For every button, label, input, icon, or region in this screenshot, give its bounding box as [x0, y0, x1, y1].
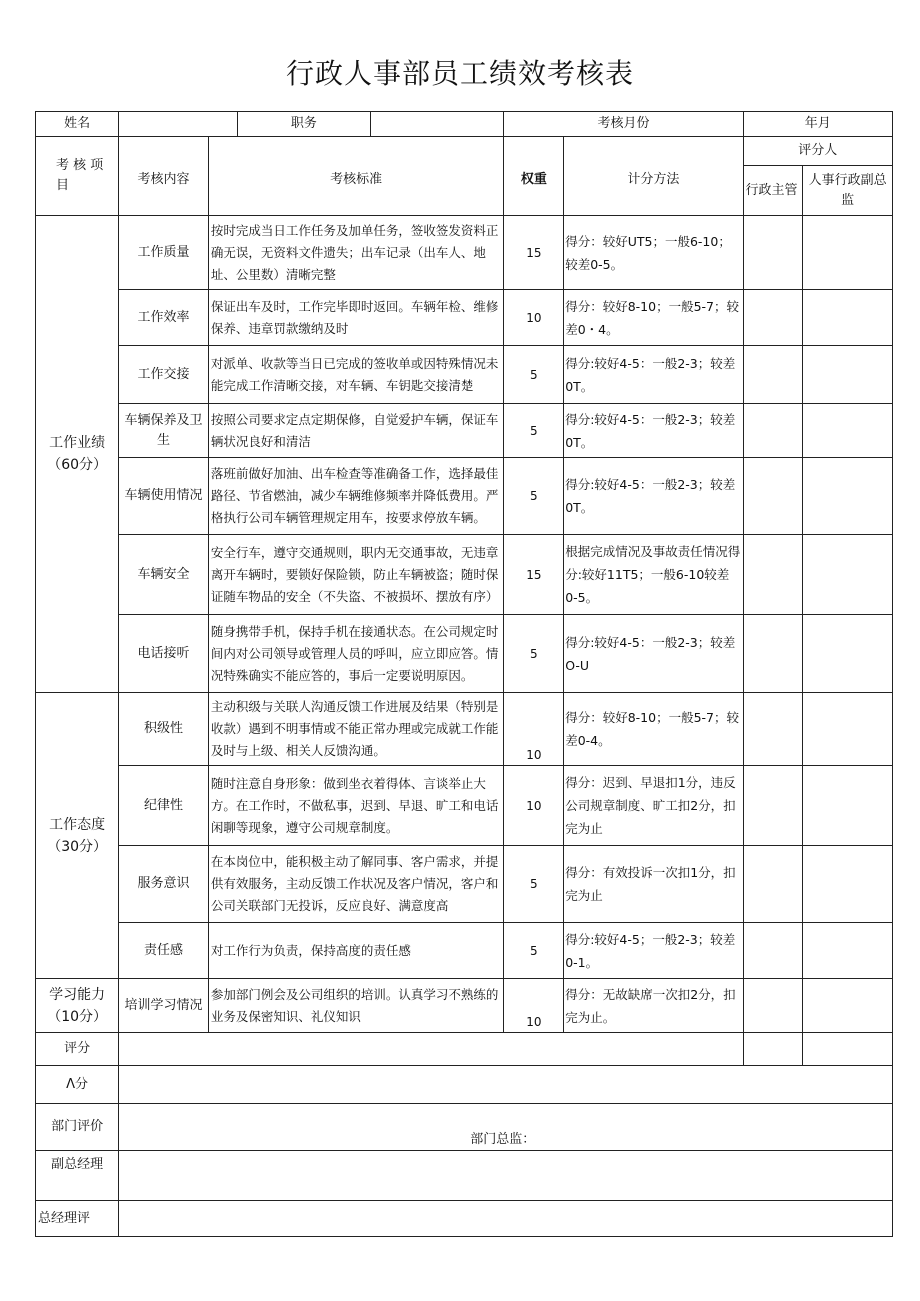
row-method: 根据完成情况及事故责任情况得分:较好11T5；一般6-10较差0-5。: [564, 535, 743, 615]
row-content: 工作交接: [119, 346, 209, 404]
row-standard: 随时注意自身形象：做到坐衣着得体、言谈举止大方。在工作时，不做私事，迟到、早退、旷工和电话闲聊等现象，遵守公司规章制度。: [208, 766, 504, 846]
row-method: 得分:较好4-5：一般2-3；较差O-U: [564, 615, 743, 693]
row-method: 得分：较好UT5；一般6-10；较差0-5。: [564, 216, 743, 290]
name-field[interactable]: [119, 112, 237, 137]
row-standard: 落班前做好加油、出车检查等准确备工作，选择最佳路径、节省燃油，减少车辆维修频率并降低费用。严格执行公司车辆管理规定用车，按要求停放车辆。: [208, 458, 504, 535]
score-vp-cell[interactable]: [803, 615, 893, 693]
row-weight: 5: [504, 615, 564, 693]
row-method: 得分：较好8-10；一般5-7；较差0・4。: [564, 290, 743, 346]
row-content: 责任感: [119, 923, 209, 979]
score-vp-total[interactable]: [803, 1033, 893, 1066]
deputy-gm-field[interactable]: [119, 1151, 893, 1201]
row-content: 纪律性: [119, 766, 209, 846]
month-label: 考核月份: [504, 112, 743, 137]
position-label: 职务: [237, 112, 370, 137]
score-admin-total[interactable]: [743, 1033, 803, 1066]
row-standard: 主动积级与关联人沟通反馈工作进展及结果（特别是收款）遇到不明事情或不能正常办理或完成就工作能及时与上级、相关人反馈沟通。: [208, 693, 504, 766]
row-method: 得分：有效投诉一次扣1分，扣完为止: [564, 846, 743, 923]
row-method: 得分:较好4-5：一般2-3；较差0T。: [564, 458, 743, 535]
score-vp-cell[interactable]: [803, 846, 893, 923]
month-field[interactable]: 年月: [743, 112, 892, 137]
position-field[interactable]: [371, 112, 504, 137]
row-standard: 保证出车及时，工作完毕即时返回。车辆年检、维修保养、违章罚款缴纳及时: [208, 290, 504, 346]
row-weight: 10: [504, 766, 564, 846]
total-label: Λ分: [36, 1066, 119, 1104]
row-content: 车辆安全: [119, 535, 209, 615]
score-vp-cell[interactable]: [803, 923, 893, 979]
row-content: 车辆保养及卫生: [119, 404, 209, 458]
row-content: 工作质量: [119, 216, 209, 290]
score-vp-cell[interactable]: [803, 346, 893, 404]
row-content: 车辆使用情况: [119, 458, 209, 535]
col-scorer-admin: 行政主管: [743, 166, 803, 216]
score-admin-cell[interactable]: [743, 535, 803, 615]
score-vp-cell[interactable]: [803, 766, 893, 846]
row-weight: 10: [504, 290, 564, 346]
score-vp-cell[interactable]: [803, 404, 893, 458]
category-learning: 学习能力（10分）: [36, 979, 119, 1033]
gm-eval-field[interactable]: [119, 1201, 893, 1237]
col-scorer-vp: 人事行政副总监: [803, 166, 893, 216]
row-method: 得分:较好4-5：一般2-3；较差0T。: [564, 346, 743, 404]
row-weight: 5: [504, 458, 564, 535]
category-performance: 工作业绩（60分）: [36, 216, 119, 693]
score-vp-cell[interactable]: [803, 535, 893, 615]
row-weight: 5: [504, 846, 564, 923]
row-standard: 参加部门例会及公司组织的培训。认真学习不熟练的业务及保密知识、礼仪知识: [208, 979, 504, 1033]
score-admin-cell[interactable]: [743, 846, 803, 923]
row-standard: 在本岗位中，能积极主动了解同事、客户需求，并提供有效服务，主动反馈工作状况及客户情况，客户和公司关联部门无投诉，反应良好、满意度高: [208, 846, 504, 923]
category-attitude: 工作态度（30分）: [36, 693, 119, 979]
total-field[interactable]: [119, 1066, 893, 1104]
row-standard: 按时完成当日工作任务及加单任务，签收签发资料正确无误，无资料文件遗失；出车记录（出车人、地址、公里数）清晰完整: [208, 216, 504, 290]
score-field[interactable]: [119, 1033, 743, 1066]
col-standard: 考核标准: [208, 137, 504, 216]
row-method: 得分:较好4-5；一般2-3；较差0-1。: [564, 923, 743, 979]
row-standard: 对工作行为负责，保持高度的责任感: [208, 923, 504, 979]
score-label: 评分: [36, 1033, 119, 1066]
row-weight: 5: [504, 346, 564, 404]
row-content: 工作效率: [119, 290, 209, 346]
dept-director-field[interactable]: 部门总监：: [119, 1104, 893, 1151]
score-admin-cell[interactable]: [743, 346, 803, 404]
score-admin-cell[interactable]: [743, 693, 803, 766]
col-method: 计分方法: [564, 137, 743, 216]
row-weight: 15: [504, 535, 564, 615]
row-method: 得分:较好4-5：一般2-3；较差0T。: [564, 404, 743, 458]
row-method: 得分：较好8-10；一般5-7；较差0-4。: [564, 693, 743, 766]
row-content: 服务意识: [119, 846, 209, 923]
score-vp-cell[interactable]: [803, 693, 893, 766]
score-vp-cell[interactable]: [803, 216, 893, 290]
score-admin-cell[interactable]: [743, 458, 803, 535]
row-standard: 对派单、收款等当日已完成的签收单或因特殊情况未能完成工作清晰交接，对车辆、车钥匙交接清楚: [208, 346, 504, 404]
score-admin-cell[interactable]: [743, 290, 803, 346]
score-vp-cell[interactable]: [803, 458, 893, 535]
appraisal-table: [35, 111, 893, 1237]
name-label: 姓名: [36, 112, 119, 137]
row-method: 得分：无故缺席一次扣2分，扣完为止。: [564, 979, 743, 1033]
row-standard: 安全行车，遵守交通规则，职内无交通事故，无违章离开车辆时，要锁好保险锁，防止车辆被盗；随时保证随车物品的安全（不失盗、不被损坏、摆放有序）: [208, 535, 504, 615]
score-admin-cell[interactable]: [743, 979, 803, 1033]
row-content: 培训学习情况: [119, 979, 209, 1033]
score-admin-cell[interactable]: [743, 216, 803, 290]
score-admin-cell[interactable]: [743, 404, 803, 458]
row-standard: 按照公司要求定点定期保修，自觉爱护车辆，保证车辆状况良好和清洁: [208, 404, 504, 458]
score-vp-cell[interactable]: [803, 290, 893, 346]
row-weight: 5: [504, 923, 564, 979]
row-weight: 15: [504, 216, 564, 290]
col-item: 考 核 项 目: [36, 137, 119, 216]
deputy-gm-label: 副总经理: [36, 1151, 119, 1201]
col-weight: 权重: [504, 137, 564, 216]
row-content: 积级性: [119, 693, 209, 766]
row-weight: 10: [504, 693, 564, 766]
score-admin-cell[interactable]: [743, 766, 803, 846]
col-scorer: 评分人: [743, 137, 892, 166]
score-admin-cell[interactable]: [743, 923, 803, 979]
dept-eval-label: 部门评价: [36, 1104, 119, 1151]
row-weight: 10: [504, 979, 564, 1033]
row-standard: 随身携带手机，保持手机在接通状态。在公司规定时间内对公司领导或管理人员的呼叫，应立即应答。情况特殊确实不能应答的，事后一定要说明原因。: [208, 615, 504, 693]
row-content: 电话接听: [119, 615, 209, 693]
gm-eval-label: 总经理评: [36, 1201, 119, 1237]
row-method: 得分：迟到、早退扣1分，违反公司规章制度、旷工扣2分，扣完为止: [564, 766, 743, 846]
score-vp-cell[interactable]: [803, 979, 893, 1033]
page-title: 行政人事部员工绩效考核表: [285, 57, 634, 90]
col-content: 考核内容: [119, 137, 209, 216]
score-admin-cell[interactable]: [743, 615, 803, 693]
row-weight: 5: [504, 404, 564, 458]
